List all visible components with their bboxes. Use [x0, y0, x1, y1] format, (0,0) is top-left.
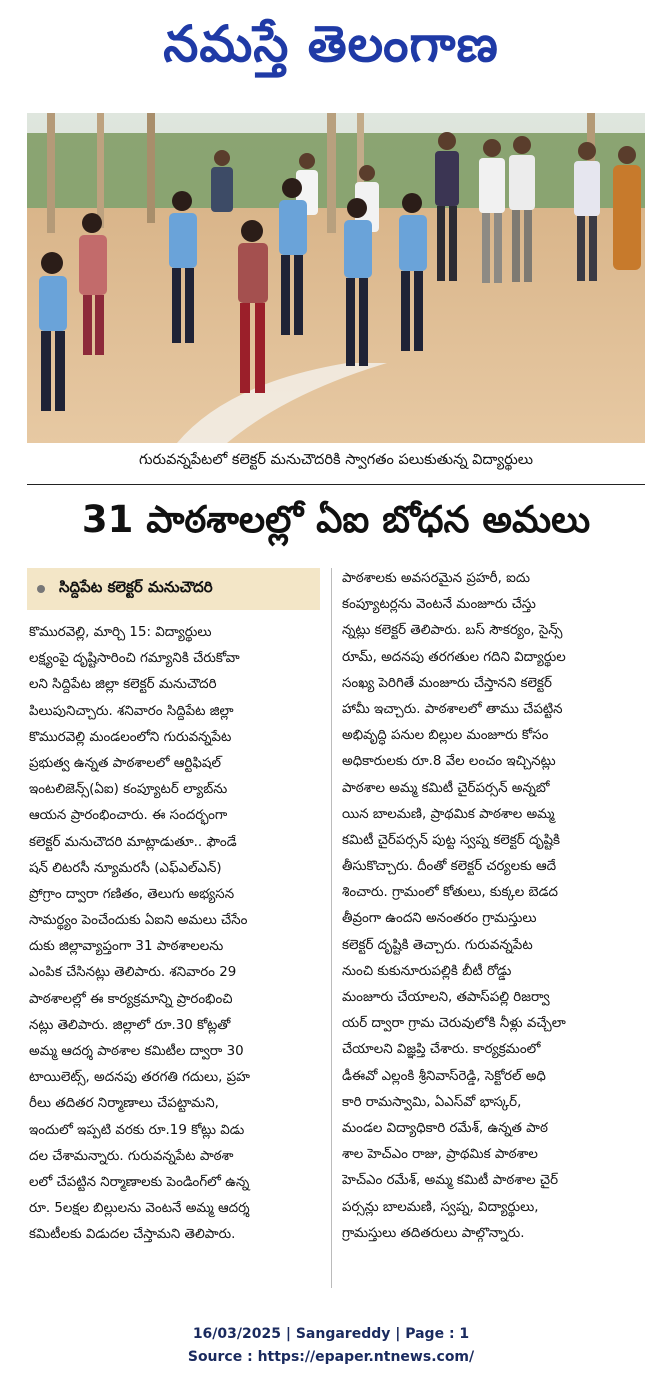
article-line: ఎంపిక చేసినట్లు తెలిపారు. శనివారం 29: [29, 965, 237, 981]
article-line: టాయిలెట్స్, అదనపు తరగతి గదులు, ప్రహ: [29, 1070, 251, 1086]
article-line: కలెక్టర్ మనుచౌదరి మాట్లాడుతూ.. ఫౌండే: [29, 834, 237, 850]
article-line: పాఠశాలకు అవసరమైన ప్రహరీ, ఐదు: [342, 571, 530, 586]
article-line: యర్ ద్వారా గ్రామ చెరువులోకి నీళ్లు వచ్చేలా: [342, 1016, 566, 1032]
article-line: న్నట్లు కలెక్టర్ తెలిపారు. బస్ సౌకర్యం, సైన్స్: [342, 623, 563, 639]
article-line: నట్లు తెలిపారు. జిల్లాలో రూ.30 కోట్లతో: [29, 1017, 231, 1033]
byline-text: సిద్దిపేట కలెక్టర్ మనుచౌదరి: [59, 578, 213, 596]
photo-ground: [27, 208, 645, 443]
tree-trunk: [97, 113, 104, 228]
article-right-column: [342, 566, 646, 1247]
article-line: శాల హెచ్ఎం రాజు, ప్రాథమిక పాఠశాల: [342, 1147, 538, 1163]
footer-source: Source : https://epaper.ntnews.com/: [187, 1349, 475, 1365]
article-line: మంజూరు చేయాలని, తపాస్‌పల్లి రిజర్వా: [342, 990, 550, 1005]
article-line: తీసుకొచ్చారు. దీంతో కలెక్టర్ చర్యలకు ఆదే: [342, 859, 557, 875]
article-line: సంఖ్య పెరిగితే మంజూరు చేస్తానని కలెక్టర్: [342, 675, 552, 691]
article-line: కొమురవెల్లి, మార్చి 15: విద్యార్థులు: [29, 625, 212, 640]
article-line: లలో చేపట్టిన నిర్మాణాలకు పెండింగ్‌లో ఉన్న: [29, 1174, 250, 1190]
article-line: దుకు జిల్లావ్యాప్తంగా 31 పాఠశాలలను: [29, 939, 224, 955]
article-line: షన్ లిటరసీ న్యూమరసీ (ఎఫ్ఎల్ఎన్): [29, 860, 222, 876]
article-line: హామీ ఇచ్చారు. పాఠశాలలో తాము చేపట్టిన: [342, 701, 563, 717]
article-line: లక్ష్యంపై దృష్టిసారించి గమ్యానికి చేరుకోవా: [29, 651, 240, 667]
article-line: పాఠశాల అమ్మ కమిటీ చైర్‌పర్సన్ అన్నబో: [342, 780, 550, 796]
article-line: రూ. 5లక్షల బిల్లులను వెంటనే అమ్మ ఆదర్శ: [29, 1201, 250, 1217]
headline-divider: [27, 484, 645, 485]
masthead: [0, 0, 662, 100]
photo-caption: గురువన్నపేటలో కలెక్టర్ మనుచౌదరికి స్వాగతం పలుకుతున్న విద్యార్థులు: [138, 452, 534, 468]
column-divider: [331, 568, 332, 1288]
article-line: శించారు. గ్రామంలో కోతులు, కుక్కల బెడద: [342, 885, 558, 901]
article-headline: 31 పాఠశాలల్లో ఏఐ బోధన అమలు: [81, 498, 591, 541]
article-line: ఇందులో ఇప్పటి వరకు రూ.19 కోట్లు విడు: [29, 1122, 245, 1138]
article-line: పాఠశాలల్లో ఈ కార్యక్రమాన్ని ప్రారంభించి: [29, 991, 233, 1007]
article-line: పిలుపునిచ్చారు. శనివారం సిద్దిపేట జిల్లా: [29, 703, 234, 719]
article-line: అధికారులకు రూ.8 వేల లంచం ఇచ్చినట్లు: [342, 754, 556, 770]
article-line: మండల విద్యాధికారి రమేశ్, ఉన్నత పాఠ: [342, 1120, 548, 1136]
article-line: సామర్థ్యం పెంచేందుకు ఏఐని అమలు చేసేం: [29, 913, 248, 929]
article-line: నుంచి కుకునూరుపల్లికి బీటీ రోడ్డు: [342, 963, 512, 979]
article-line: అమ్మ ఆదర్శ పాఠశాల కమిటీల ద్వారా 30: [29, 1044, 244, 1059]
article-line: ప్రోగ్రాం ద్వారా గణితం, తెలుగు అభ్యసన: [29, 886, 235, 902]
article-line: రీలు తదితర నిర్మాణాలు చేపట్టామని,: [29, 1096, 219, 1112]
article-line: అభివృద్ధి పనుల బిల్లుల మంజూరు కోసం: [342, 728, 549, 744]
article-line: కారి రామస్వామి, ఏఎస్‌వో భాస్కర్,: [342, 1094, 522, 1110]
article-line: కమిటీ చైర్‌పర్సన్ పుట్ట స్వప్న కలెక్టర్ దృష్టికి: [342, 832, 560, 848]
article-line: పర్సన్లు బాలమణి, స్వప్న, విద్యార్థులు,: [342, 1199, 539, 1215]
article-line: యిన బాలమణి, ప్రాథమిక పాఠశాల అమ్మ: [342, 806, 555, 822]
person-official: [211, 150, 233, 212]
article-line: దల చేశామన్నారు. గురువన్నపేట పాఠశా: [29, 1148, 234, 1164]
article-line: ఆయన ప్రారంభించారు. ఈ సందర్భంగా: [29, 808, 228, 824]
article-left-column: [29, 620, 321, 1249]
article-line: ఇంటలిజెన్స్(ఏఐ) కంప్యూటర్ ల్యాబ్‌ను: [29, 782, 228, 798]
article-line: డీఈవో ఎల్లంకి శ్రీనివాస్‌రెడ్డి, సెక్టోరల్ అధి: [342, 1068, 546, 1084]
article-line: తీవ్రంగా ఉందని అనంతరం గ్రామస్తులు: [342, 911, 537, 927]
tree-trunk: [327, 113, 336, 233]
article-line: లని సిద్దిపేట జిల్లా కలెక్టర్ మనుచౌదరి: [29, 677, 217, 693]
article-line: గ్రామస్తులు తదితరులు పాల్గొన్నారు.: [342, 1225, 525, 1241]
article-line: కొమురవెల్లి మండలంలోని గురువన్నపేట: [29, 729, 232, 745]
article-line: కమిటీలకు విడుదల చేస్తామని తెలిపారు.: [29, 1227, 236, 1243]
article-line: కంప్యూటర్లను వెంటనే మంజూరు చేస్తు: [342, 597, 536, 613]
bullet-icon: [37, 585, 45, 593]
footer-edition: 16/03/2025 | Sangareddy | Page : 1: [192, 1326, 470, 1342]
article-line: చేయాలని విజ్ఞప్తి చేశారు. కార్యక్రమంలో: [342, 1042, 541, 1058]
article-line: రూమ్, అదనపు తరగతుల గదిని విద్యార్థుల: [342, 649, 566, 665]
article-line: కలెక్టర్ దృష్టికి తెచ్చారు. గురువన్నపేట: [342, 937, 533, 953]
article-line: ప్రభుత్వ ఉన్నత పాఠశాలలో ఆర్టిఫిషల్: [29, 755, 221, 771]
byline-box: [27, 568, 320, 610]
article-line: హెచ్ఎం రమేశ్, అమ్మ కమిటీ పాఠశాల చైర్: [342, 1173, 559, 1189]
newspaper-title: నమస్తే తెలంగాణ: [163, 14, 499, 73]
tree-trunk: [47, 113, 55, 233]
students-welcome-photo: [27, 113, 645, 443]
news-photo: [27, 113, 645, 443]
tree-trunk: [147, 113, 155, 223]
